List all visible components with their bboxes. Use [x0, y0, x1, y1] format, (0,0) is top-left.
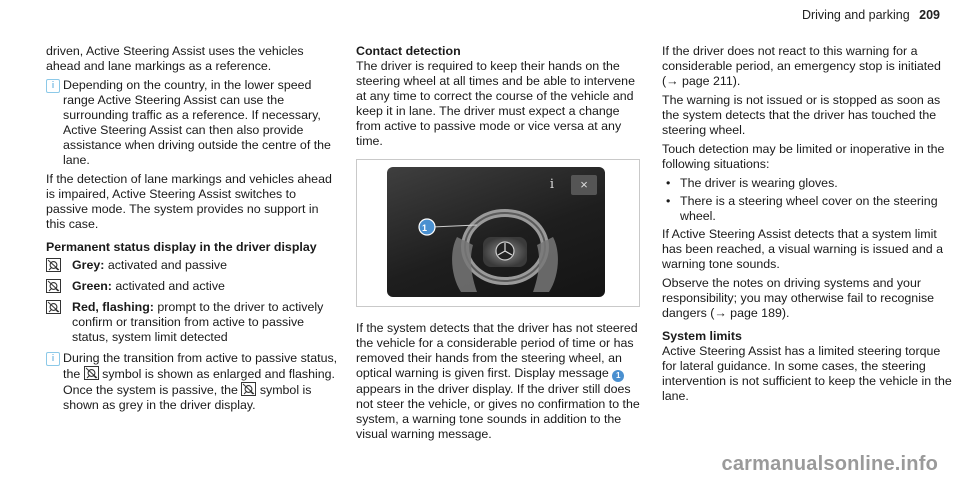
list-item-text: The driver is wearing gloves.	[680, 176, 838, 190]
paragraph: Touch detection may be limited or inoperative in the following situations:	[662, 142, 945, 171]
note-text-b: symbol is shown as enlarged and flashing. Once the system is passive, the	[63, 367, 335, 397]
display-screen-illustration	[387, 167, 605, 297]
info-icon: i	[549, 177, 555, 192]
status-label: Grey:	[72, 258, 105, 272]
paragraph: If the driver does not react to this warning for a considerable period, an emergency stop is initiated (→ page 211).	[662, 44, 941, 88]
note-text: Depending on the country, in the lower speed range Active Steering Assist can use the surrounding traffic as a reference. If necessary, Active Steering Assist can then also provide assistance when driving outside the centre of the lane.	[63, 78, 331, 167]
paragraph-text-b: appears in the driver display. If the driver still does not steer the vehicle, or gives no confirmation to the system, a warning tone sounds in addition to the visual warning message.	[356, 382, 640, 441]
column-3	[662, 44, 952, 408]
note-text-a: During the transition from active to passive status, the	[63, 351, 338, 381]
close-icon: ×	[571, 175, 597, 195]
info-note-icon: i	[46, 352, 60, 366]
note-block	[46, 78, 341, 168]
paragraph: Active Steering Assist has a limited steering torque for lateral guidance. In some cases, the steering intervention is not sufficient to keep the vehicle in the lane.	[662, 344, 952, 403]
status-item-grey	[46, 258, 341, 273]
column-2	[356, 44, 646, 446]
figure-frame	[356, 159, 640, 307]
paragraph: driven, Active Steering Assist uses the vehicles ahead and lane markings as a reference.	[46, 44, 304, 73]
status-label: Green:	[72, 279, 112, 293]
info-note-icon: i	[46, 79, 60, 93]
section-heading: System limits	[662, 329, 742, 343]
section-title: Driving and parking	[801, 8, 910, 22]
paragraph: If the detection of lane markings and vehicles ahead is impaired, Active Steering Assist switches to passive mode. The system provides no support in this case.	[46, 172, 332, 231]
steering-assist-symbol-icon	[241, 382, 256, 396]
note-block	[46, 351, 341, 413]
column-1	[46, 44, 341, 417]
steering-assist-symbol-icon	[46, 258, 61, 272]
watermark: carmanualsonline.info	[721, 453, 938, 475]
steering-assist-symbol-icon	[84, 366, 99, 380]
status-text: activated and passive	[104, 258, 227, 272]
list-item	[662, 176, 952, 191]
paragraph	[356, 321, 646, 442]
steering-assist-symbol-icon	[46, 300, 61, 314]
list-item-text: There is a steering wheel cover on the steering wheel.	[680, 194, 938, 223]
status-label: Red, flashing:	[72, 300, 154, 314]
page-number: 209	[919, 8, 940, 22]
list-item	[662, 194, 952, 224]
status-item-green	[46, 279, 341, 294]
paragraph: If Active Steering Assist detects that a system limit has been reached, a visual warning is issued and a warning tone sounds.	[662, 227, 944, 271]
paragraph: The driver is required to keep their hands on the steering wheel at all times and be able to intervene at any time to correct the course of the vehicle and keep it in lane. The driver must expect a change from active to passive mode or vice versa at any time.	[356, 59, 635, 148]
paragraph: The warning is not issued or is stopped as soon as the system detects that the driver has touched the steering wheel.	[662, 93, 941, 137]
paragraph-text-a: If the system detects that the driver has not steered the vehicle for a considerable period of time or has removed their hands from the steering wheel, an optical warning is given first. Display message	[356, 321, 638, 380]
page-header	[802, 8, 940, 22]
steering-wheel-hands-illustration	[387, 167, 605, 297]
status-text: prompt to the driver to actively confirm or transition from active to passive status, system limit detected	[72, 300, 324, 344]
section-heading: Permanent status display in the driver display	[46, 240, 317, 254]
status-item-red	[46, 300, 341, 345]
bullet-dot: •	[666, 176, 671, 190]
callout-number: 1	[422, 223, 428, 233]
callout-badge: 1	[612, 370, 624, 382]
section-heading: Contact detection	[356, 44, 461, 58]
note-text-c: symbol is shown as grey in the driver display.	[63, 383, 312, 412]
paragraph: Observe the notes on driving systems and your responsibility; you may otherwise fail to recognise dangers (→ page 189).	[662, 276, 935, 320]
bullet-dot: •	[666, 194, 671, 208]
status-text: activated and active	[111, 279, 225, 293]
steering-assist-symbol-icon	[46, 279, 61, 293]
